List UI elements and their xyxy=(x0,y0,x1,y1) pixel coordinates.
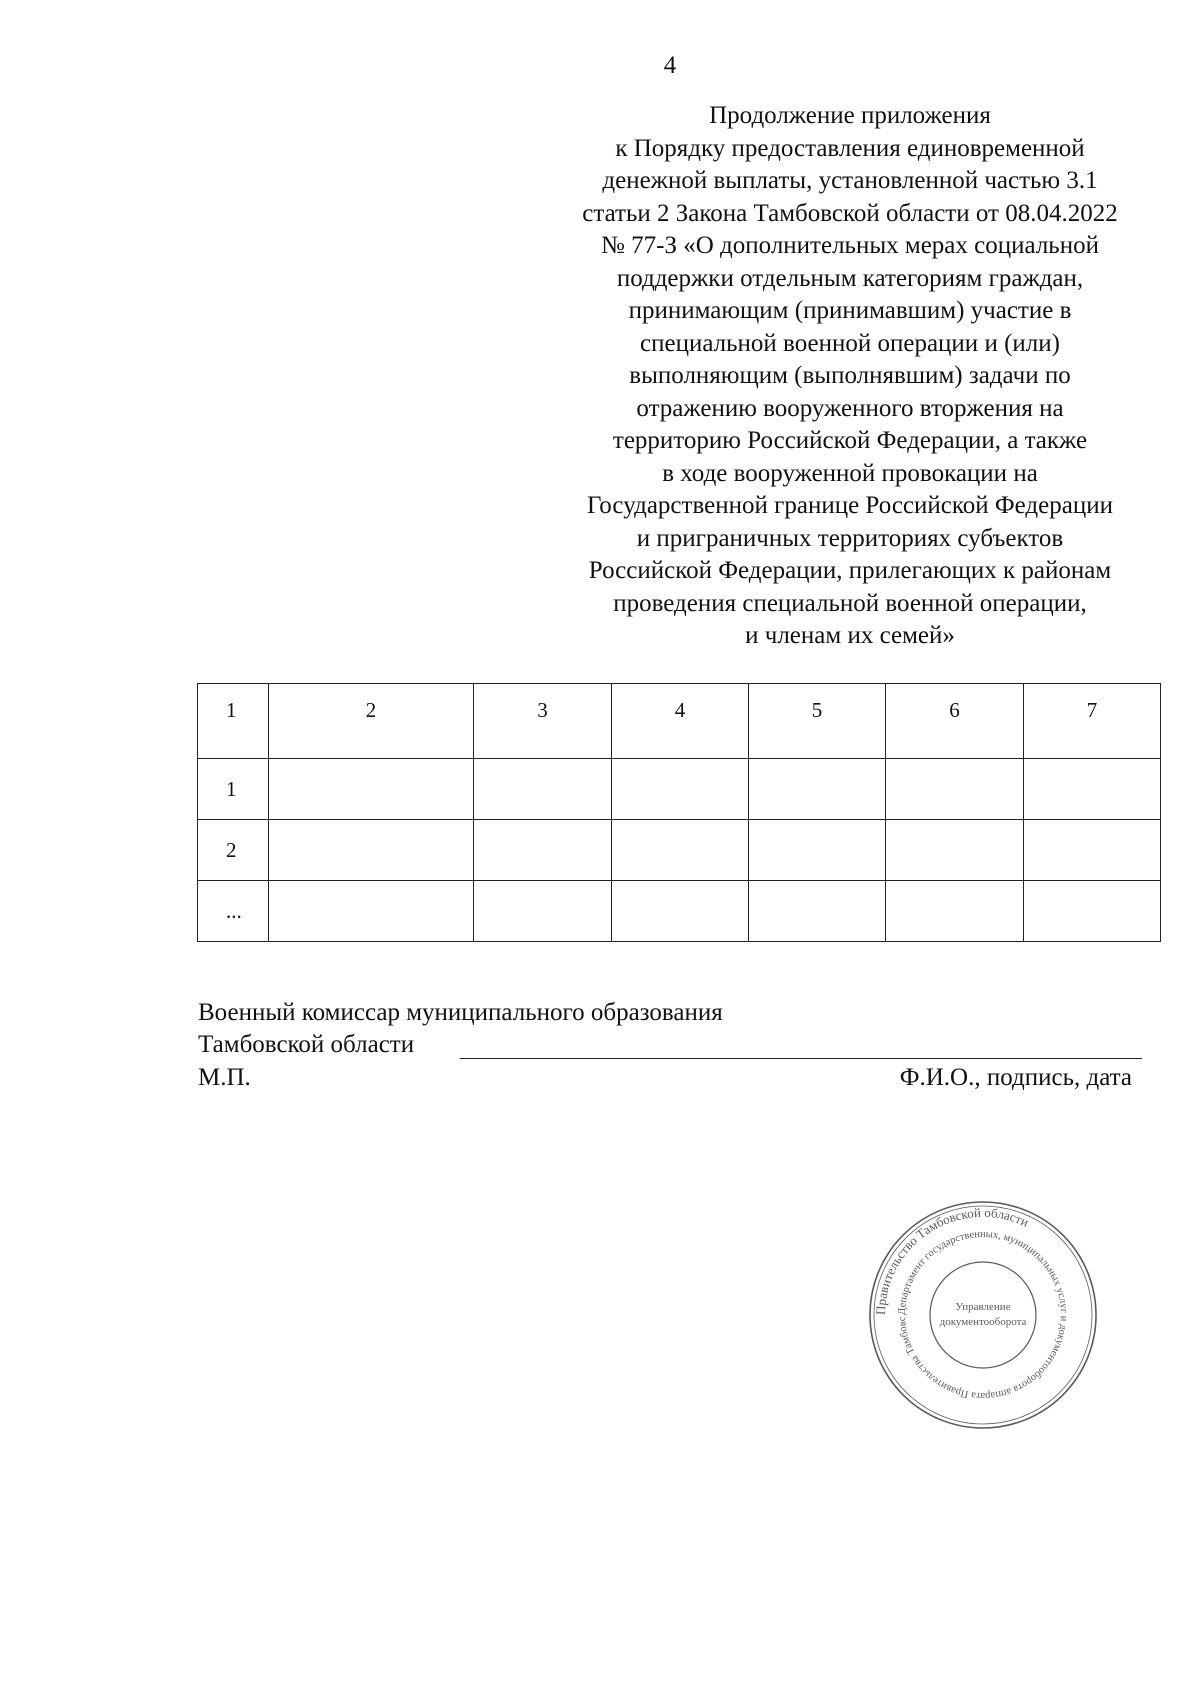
heading-line: денежной выплаты, установленной частью 3.1 xyxy=(602,167,1098,194)
column-header: 1 xyxy=(198,684,269,759)
table-row xyxy=(198,881,1161,942)
table-header-row xyxy=(198,684,1161,759)
heading-line: Государственной границе Российской Федерации xyxy=(587,492,1113,519)
table-cell xyxy=(612,820,749,881)
seal-place-label: М.П. xyxy=(198,1064,251,1091)
table-cell xyxy=(886,881,1024,942)
stamp-center-line: документооборота xyxy=(939,1316,1027,1328)
official-stamp xyxy=(866,1198,1100,1432)
heading-line: и членам их семей» xyxy=(745,622,955,649)
table-cell xyxy=(269,881,474,942)
table-cell xyxy=(749,759,886,820)
heading-line: принимающим (принимавшим) участие в xyxy=(628,297,1072,324)
table-cell xyxy=(1024,820,1161,881)
column-header: 3 xyxy=(474,684,612,759)
heading-line: Продолжение приложения xyxy=(709,102,991,129)
table-cell xyxy=(269,820,474,881)
table-cell xyxy=(886,759,1024,820)
heading-line: к Порядку предоставления единовременной xyxy=(615,134,1085,162)
table-cell xyxy=(474,759,612,820)
table-cell: 1 xyxy=(198,759,269,820)
table-cell xyxy=(749,881,886,942)
table-cell xyxy=(612,759,749,820)
heading-line: специальной военной операции и (или) xyxy=(640,329,1060,357)
stamp-center-line: Управление xyxy=(955,1301,1011,1313)
heading-line: проведения специальной военной операции, xyxy=(613,589,1087,617)
column-header: 6 xyxy=(886,684,1024,759)
column-header: 4 xyxy=(612,684,749,759)
table-row xyxy=(198,759,1161,820)
data-table xyxy=(197,683,1161,942)
table-cell xyxy=(269,759,474,820)
table-cell xyxy=(612,881,749,942)
appendix-heading xyxy=(520,100,1180,653)
table-row xyxy=(198,820,1161,881)
table-cell xyxy=(1024,881,1161,942)
table-cell xyxy=(886,820,1024,881)
heading-line: поддержки отдельным категориям граждан, xyxy=(616,264,1084,292)
heading-line: территорию Российской Федерации, а также xyxy=(612,427,1088,454)
table-cell xyxy=(1024,759,1161,820)
table-cell: 2 xyxy=(198,820,269,881)
table-cell xyxy=(749,820,886,881)
heading-line: выполняющим (выполнявшим) задачи по xyxy=(629,362,1071,389)
signatory-region-label: Тамбовской области xyxy=(198,1031,415,1058)
signature-caption: Ф.И.О., подпись, дата xyxy=(899,1064,1132,1091)
table-cell xyxy=(474,820,612,881)
stamp-middle-text: Департамент государственных, муниципальных услуг и документооборота аппарата Правительства Тамбовс xyxy=(896,1228,1070,1402)
heading-line: в ходе вооруженной провокации на xyxy=(662,459,1038,487)
stamp-outer-text: Правительство Тамбовской области xyxy=(872,1204,1032,1316)
signatory-title: Военный комиссар муниципального образования xyxy=(198,999,723,1026)
signature-line xyxy=(460,1058,1142,1059)
heading-line: и приграничных территориях субъектов xyxy=(636,524,1064,552)
table-cell xyxy=(474,881,612,942)
column-header: 5 xyxy=(749,684,886,759)
heading-line: № 77-З «О дополнительных мерах социальной xyxy=(601,232,1099,259)
column-header: 2 xyxy=(269,684,474,759)
page-number: 4 xyxy=(663,52,677,79)
table-cell: ... xyxy=(198,881,269,942)
heading-line: отражению вооруженного вторжения на xyxy=(636,394,1064,422)
heading-line: статьи 2 Закона Тамбовской области от 08.04.2022 xyxy=(582,199,1118,227)
column-header: 7 xyxy=(1024,684,1161,759)
heading-line: Российской Федерации, прилегающих к районам xyxy=(588,557,1112,584)
